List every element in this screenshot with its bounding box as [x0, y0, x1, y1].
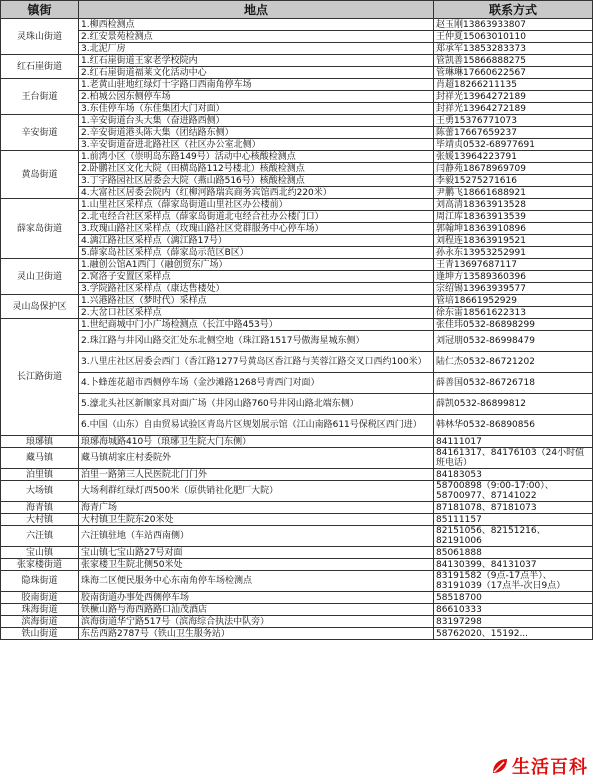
contact-cell: 58700898（9:00-17:00）、58700977、87141022 [434, 481, 593, 502]
contact-cell: 管凯善15866888275 [434, 55, 593, 67]
table-row [1, 271, 593, 283]
contact-cell: 薛凯0532-86899812 [434, 394, 593, 415]
contact-cell: 58518700 [434, 592, 593, 604]
table-row [1, 127, 593, 139]
town-cell: 泊里镇 [1, 469, 79, 481]
contact-cell: 郑承军13853283373 [434, 43, 593, 55]
town-cell: 藏马镇 [1, 448, 79, 469]
location-cell: 宝山镇七宝山路27号对面 [79, 547, 434, 559]
location-cell: 2.辛安街道港头陈大集（团结路东侧） [79, 127, 434, 139]
contact-cell: 毕靖贞0532-68977691 [434, 139, 593, 151]
town-cell: 大村镇 [1, 514, 79, 526]
town-cell: 辛安街道 [1, 115, 79, 151]
location-cell: 1.兴港路社区（梦时代）采样点 [79, 295, 434, 307]
location-cell: 2.窝洛子安置区采样点 [79, 271, 434, 283]
town-cell: 灵山岛保护区 [1, 295, 79, 319]
town-cell: 琅琊镇 [1, 436, 79, 448]
contact-cell: 84183053 [434, 469, 593, 481]
location-cell: 2.红石崖街道福莱文化活动中心 [79, 67, 434, 79]
table-row [1, 628, 593, 640]
location-cell: 大场利群红绿灯西500米（原供销社化肥厂大院） [79, 481, 434, 502]
location-cell: 4.卜蜂莲花超市西侧停车场（金沙滩路1268号青西门对面） [79, 373, 434, 394]
contact-cell: 陆仁杰0532-86721202 [434, 352, 593, 373]
contact-cell: 闫静苑18678969709 [434, 163, 593, 175]
table-row [1, 235, 593, 247]
contact-cell: 陈蕾17667659237 [434, 127, 593, 139]
location-cell: 1.老黄山驻地红绿灯十字路口西南角停车场 [79, 79, 434, 91]
contact-cell: 封祥光13964272189 [434, 103, 593, 115]
location-cell: 4.漓江路社区采样点（漓江路17号） [79, 235, 434, 247]
contact-cell: 李毅15275271616 [434, 175, 593, 187]
table-row [1, 514, 593, 526]
contact-cell: 郭翰坤18363910896 [434, 223, 593, 235]
table-row [1, 319, 593, 331]
table-row [1, 19, 593, 31]
contact-cell: 肖超18266211135 [434, 79, 593, 91]
contact-cell: 薛善国0532-86726718 [434, 373, 593, 394]
location-cell: 东岳西路2787号（铁山卫生服务站） [79, 628, 434, 640]
leaf-logo-icon [490, 756, 510, 776]
location-cell: 3.辛安街道奋进北路社区（社区办公室北侧） [79, 139, 434, 151]
table-row [1, 502, 593, 514]
location-cell: 六汪镇驻地（车站西南侧） [79, 526, 434, 547]
table-row [1, 307, 593, 319]
location-cell: 3.八里庄社区居委会西门（香江路1277号黄岛区香江路与芙蓉江路交叉口西约100米） [79, 352, 434, 373]
town-cell: 红石崖街道 [1, 55, 79, 79]
table-row [1, 604, 593, 616]
table-row [1, 91, 593, 103]
location-cell: 2.北屯经合社区采样点（薛家岛街道北屯经合社办公楼门口） [79, 211, 434, 223]
town-cell: 薛家岛街道 [1, 199, 79, 259]
location-cell: 5.濠北头社区新顺家具对面广场（井冈山路760号井冈山路北端东侧） [79, 394, 434, 415]
table-row [1, 151, 593, 163]
location-cell: 张家楼卫生院北侧50米处 [79, 559, 434, 571]
contact-cell: 84111017 [434, 436, 593, 448]
table-row [1, 247, 593, 259]
contact-cell: 82151056、82151216、82191006 [434, 526, 593, 547]
table-row [1, 592, 593, 604]
town-cell: 灵山卫街道 [1, 259, 79, 295]
location-cell: 2.卧鹏社区文化大院（田横岛路112号楼北）核酸检测点 [79, 163, 434, 175]
location-cell: 2.大岔口社区采样点 [79, 307, 434, 319]
town-cell: 宝山镇 [1, 547, 79, 559]
contact-cell: 管培18661952929 [434, 295, 593, 307]
location-cell: 3.玫瑰山路社区采样点（玫瑰山路社区党群服务中心停车场） [79, 223, 434, 235]
contact-cell: 58762020、15192... [434, 628, 593, 640]
contact-cell: 管琳琳17660622567 [434, 67, 593, 79]
table-row [1, 139, 593, 151]
table-row [1, 283, 593, 295]
contact-cell: 84130399、84131037 [434, 559, 593, 571]
contact-cell: 王勇15376771073 [434, 115, 593, 127]
contact-cell: 刘高清18363913528 [434, 199, 593, 211]
table-row [1, 616, 593, 628]
contact-cell: 孙永东13953252991 [434, 247, 593, 259]
contact-cell: 宗绍锡13963939577 [434, 283, 593, 295]
location-cell: 藏马镇胡家庄村委院外 [79, 448, 434, 469]
location-cell: 琅琊海城路410号（琅琊卫生院大门东侧） [79, 436, 434, 448]
contact-cell: 赵玉刚13863933807 [434, 19, 593, 31]
contact-cell: 刘程连18363919521 [434, 235, 593, 247]
location-cell: 2.柏城公园东侧停车场 [79, 91, 434, 103]
contact-cell: 封祥光13964272189 [434, 91, 593, 103]
table-row [1, 547, 593, 559]
location-cell: 4.大富社区居委会院内（红柳河路瑞宾商务宾馆西北约220米） [79, 187, 434, 199]
table-row [1, 394, 593, 415]
table-row [1, 331, 593, 352]
location-cell: 6.中国（山东）自由贸易试验区青岛片区规划展示馆（江山南路611号保税区西门进） [79, 415, 434, 436]
town-cell: 隐珠街道 [1, 571, 79, 592]
contact-cell: 86610333 [434, 604, 593, 616]
contact-cell: 84161317、84176103（24小时值班电话） [434, 448, 593, 469]
location-cell: 泊里一路第三人民医院北门门外 [79, 469, 434, 481]
contact-cell: 尹鹏飞18661688921 [434, 187, 593, 199]
location-cell: 3.丁字路园社区居委会大院（燕山路516号）核酸检测点 [79, 175, 434, 187]
location-cell: 1.世纪商城中门小广场检测点（长江中路453号） [79, 319, 434, 331]
contact-cell: 85061888 [434, 547, 593, 559]
town-cell: 六汪镇 [1, 526, 79, 547]
location-cell: 胶南街道办事处西侧停车场 [79, 592, 434, 604]
location-cell: 大村镇卫生院东20米处 [79, 514, 434, 526]
town-cell: 王台街道 [1, 79, 79, 115]
town-cell: 胶南街道 [1, 592, 79, 604]
table-row [1, 55, 593, 67]
location-cell: 1.前湾小区（崇明岛东路149号）活动中心核酸检测点 [79, 151, 434, 163]
town-cell: 长江路街道 [1, 319, 79, 436]
contact-cell: 逢坤方13589360396 [434, 271, 593, 283]
table-row [1, 211, 593, 223]
table-row [1, 352, 593, 373]
town-cell: 珠海街道 [1, 604, 79, 616]
contact-cell: 王仲夏15063010110 [434, 31, 593, 43]
table-row [1, 199, 593, 211]
table-row [1, 259, 593, 271]
location-cell: 3.东佳停车场（东佳集团大门对面） [79, 103, 434, 115]
table-row [1, 43, 593, 55]
contact-cell: 韩林华0532-86890856 [434, 415, 593, 436]
table-row [1, 571, 593, 592]
header-contact: 联系方式 [434, 1, 593, 19]
table-row [1, 223, 593, 235]
table-row [1, 163, 593, 175]
contact-cell: 83197298 [434, 616, 593, 628]
location-cell: 2.珠江路与井冈山路交汇处东北侧空地（珠江路1517号傲海星城东侧） [79, 331, 434, 352]
table-row [1, 415, 593, 436]
town-cell: 海青镇 [1, 502, 79, 514]
contact-cell: 张媛13964223791 [434, 151, 593, 163]
contact-cell: 87181078、87181073 [434, 502, 593, 514]
header-location: 地点 [79, 1, 434, 19]
table-row [1, 187, 593, 199]
location-cell: 铁橛山路与海西路路口汕茂酒店 [79, 604, 434, 616]
table-row [1, 373, 593, 394]
table-row [1, 175, 593, 187]
town-cell: 张家楼街道 [1, 559, 79, 571]
table-row [1, 559, 593, 571]
table-row [1, 79, 593, 91]
location-cell: 1.柳西检测点 [79, 19, 434, 31]
contact-cell: 徐东雷18561622313 [434, 307, 593, 319]
location-cell: 3.学院路社区采样点（康达售楼处） [79, 283, 434, 295]
table-row [1, 481, 593, 502]
location-cell: 滨海街道华宁路517号（滨海综合执法中队旁） [79, 616, 434, 628]
table-row [1, 469, 593, 481]
contact-cell: 刘冠朋0532-86998479 [434, 331, 593, 352]
contact-cell: 张佳玮0532-86898299 [434, 319, 593, 331]
location-cell: 1.辛安街道台头大集（奋进路西侧） [79, 115, 434, 127]
location-cell: 3.北泥厂房 [79, 43, 434, 55]
table-header-row [1, 1, 593, 19]
table-row [1, 31, 593, 43]
location-cell: 2.红安景苑检测点 [79, 31, 434, 43]
watermark [490, 753, 588, 779]
town-cell: 黄岛街道 [1, 151, 79, 199]
table-row [1, 448, 593, 469]
town-cell: 大场镇 [1, 481, 79, 502]
watermark-text: 生活百科 [512, 757, 588, 778]
contact-cell: 王青13697687117 [434, 259, 593, 271]
table-row [1, 295, 593, 307]
location-cell: 1.红石崖街道王家老学校院内 [79, 55, 434, 67]
header-town: 镇街 [1, 1, 79, 19]
table-row [1, 436, 593, 448]
location-cell: 5.薛家岛社区采样点（薛家岛示范区B区） [79, 247, 434, 259]
location-cell: 1.山里社区采样点（薛家岛街道山里社区办公楼前） [79, 199, 434, 211]
location-cell: 海青广场 [79, 502, 434, 514]
town-cell: 灵珠山街道 [1, 19, 79, 55]
table-row [1, 526, 593, 547]
contact-cell: 85111157 [434, 514, 593, 526]
town-cell: 滨海街道 [1, 616, 79, 628]
table-row [1, 67, 593, 79]
contact-cell: 周江库18363913539 [434, 211, 593, 223]
table-row [1, 103, 593, 115]
contact-cell: 83191582（9点-17点半）、83191039（17点半-次日9点） [434, 571, 593, 592]
table-row [1, 115, 593, 127]
location-cell: 珠海二区便民服务中心东南角停车场检测点 [79, 571, 434, 592]
town-cell: 铁山街道 [1, 628, 79, 640]
location-cell: 1.融创公馆A1西门（融创贸东广场） [79, 259, 434, 271]
